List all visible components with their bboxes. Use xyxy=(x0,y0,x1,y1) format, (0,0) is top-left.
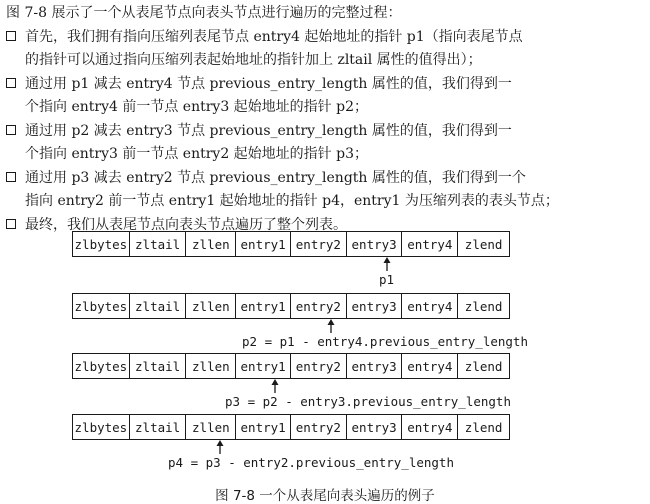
bullet-item-2 xyxy=(6,73,646,120)
bullet-line: 的指针可以通过指向压缩列表起始地址的指针加上 zltail 属性的值得出）； xyxy=(25,52,482,68)
ziplist-cell-entry2: entry2 xyxy=(291,354,347,378)
ziplist-cell-entry3: entry3 xyxy=(347,232,403,256)
ziplist-cell-entry4: entry4 xyxy=(402,294,458,318)
ziplist-cell-entry1: entry1 xyxy=(236,232,291,256)
ziplist-row-3 xyxy=(72,353,510,379)
pointer-formula: p2 = p1 - entry4.previous_entry_length xyxy=(242,334,528,349)
ziplist-cell-zlbytes: zlbytes xyxy=(73,232,130,256)
intro-heading: 图 7-8 展示了一个从表尾节点向表头节点进行遍历的完整过程： xyxy=(6,5,402,21)
ziplist-cell-entry4: entry4 xyxy=(402,232,458,256)
ziplist-cell-entry3: entry3 xyxy=(347,294,403,318)
ziplist-cell-zlbytes: zlbytes xyxy=(73,354,130,378)
bullet-item-3 xyxy=(6,120,646,167)
ziplist-cell-entry1: entry1 xyxy=(236,294,291,318)
checkbox-bullet-icon xyxy=(6,125,16,135)
bullet-line: 首先，我们拥有指向压缩列表尾节点 entry4 起始地址的指针 p1（指向表尾节点 xyxy=(25,28,523,45)
intro-text xyxy=(6,2,646,237)
bullet-line: 通过用 p3 减去 entry2 节点 previous_entry_length 属性的值，我们得到一个 xyxy=(25,169,526,186)
pointer-arrow-icon xyxy=(382,257,392,272)
pointer-formula: p4 = p3 - entry2.previous_entry_length xyxy=(168,455,454,470)
ziplist-row-4 xyxy=(72,414,510,440)
ziplist-cell-entry2: entry2 xyxy=(291,232,347,256)
bullet-line: 个指向 entry3 前一节点 entry2 起始地址的指针 p3； xyxy=(25,146,368,162)
pointer-arrow-icon xyxy=(270,379,280,394)
bullet-line: 最终，我们从表尾节点向表头节点遍历了整个列表。 xyxy=(25,216,347,233)
ziplist-cell-zlend: zlend xyxy=(464,419,503,435)
figure-caption: 图 7-8 一个从表尾向表头遍历的例子 xyxy=(215,488,435,504)
bullet-line: 指向 entry2 前一节点 entry1 起始地址的指针 p4，entry1 为压缩列表的表头节点； xyxy=(25,193,559,209)
ziplist-cell-zlbytes: zlbytes xyxy=(73,294,130,318)
ziplist-cell-zllen: zllen xyxy=(186,294,236,318)
ziplist-cell-zlend: zlend xyxy=(464,358,503,374)
ziplist-cell-zltail: zltail xyxy=(130,415,187,439)
bullet-line: 通过用 p2 减去 entry3 节点 previous_entry_length 属性的值，我们得到一 xyxy=(25,122,512,139)
ziplist-cell-entry4: entry4 xyxy=(402,354,458,378)
ziplist-cell-zlbytes: zlbytes xyxy=(73,415,130,439)
bullet-item-1 xyxy=(6,26,646,73)
ziplist-traversal-diagram xyxy=(0,231,650,476)
pointer-formula: p3 = p2 - entry3.previous_entry_length xyxy=(225,394,511,409)
ziplist-cell-entry1: entry1 xyxy=(236,354,291,378)
ziplist-cell-zlend: zlend xyxy=(464,236,503,252)
ziplist-cell-entry4: entry4 xyxy=(402,415,458,439)
checkbox-bullet-icon xyxy=(6,172,16,182)
bullet-line: 通过用 p1 减去 entry4 节点 previous_entry_length 属性的值，我们得到一 xyxy=(25,75,512,92)
checkbox-bullet-icon xyxy=(6,31,16,41)
bullet-item-4 xyxy=(6,167,646,214)
ziplist-cell-entry1: entry1 xyxy=(236,415,291,439)
ziplist-cell-zllen: zllen xyxy=(186,415,236,439)
checkbox-bullet-icon xyxy=(6,219,16,229)
ziplist-cell-zltail: zltail xyxy=(130,354,187,378)
ziplist-cell-entry3: entry3 xyxy=(347,415,403,439)
ziplist-cell-entry3: entry3 xyxy=(347,354,403,378)
ziplist-cell-entry2: entry2 xyxy=(291,294,347,318)
ziplist-row-1 xyxy=(72,231,510,257)
ziplist-cell-zltail: zltail xyxy=(130,232,187,256)
checkbox-bullet-icon xyxy=(6,78,16,88)
pointer-formula: p1 xyxy=(379,272,395,287)
ziplist-cell-zlend: zlend xyxy=(464,298,503,314)
ziplist-cell-entry2: entry2 xyxy=(291,415,347,439)
pointer-arrow-icon xyxy=(215,440,225,455)
ziplist-row-2 xyxy=(72,293,510,319)
ziplist-cell-zllen: zllen xyxy=(186,354,236,378)
pointer-arrow-icon xyxy=(326,319,336,334)
bullet-line: 个指向 entry4 前一节点 entry3 起始地址的指针 p2； xyxy=(25,99,368,115)
ziplist-cell-zltail: zltail xyxy=(130,294,187,318)
ziplist-cell-zllen: zllen xyxy=(186,232,236,256)
